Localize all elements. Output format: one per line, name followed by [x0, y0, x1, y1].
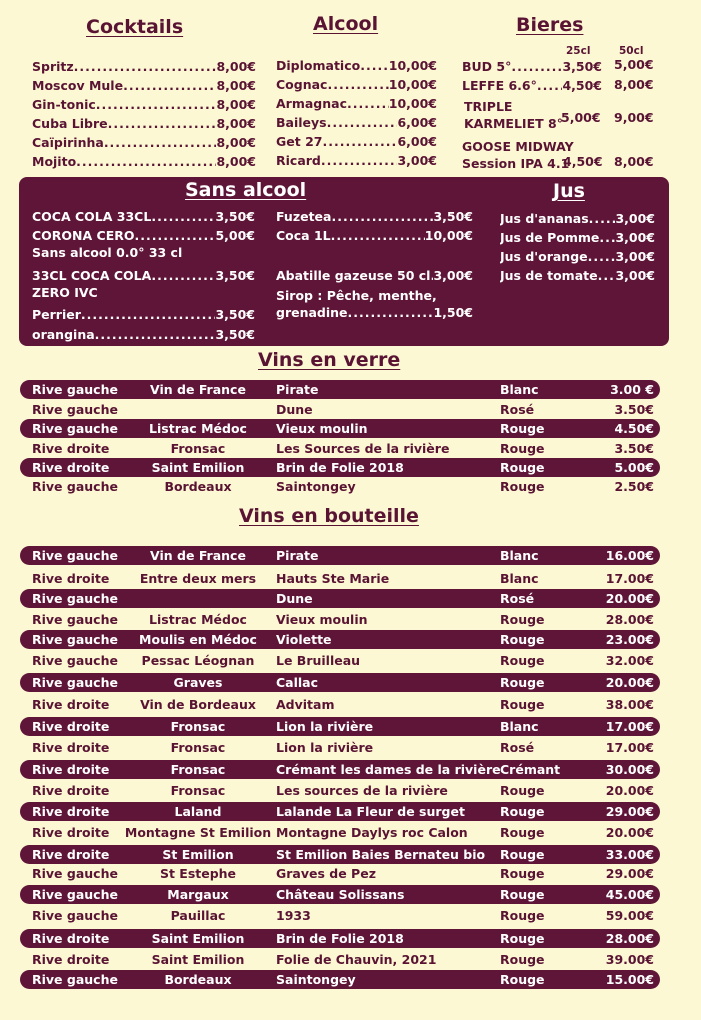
- vins-verre-title: Vins en verre: [258, 349, 401, 371]
- rive-cell: Rive gauche: [32, 382, 118, 397]
- appellation-cell: Saint Emilion: [151, 460, 245, 475]
- list-item: Spritz ..... 8,00€: [32, 59, 256, 74]
- wine-name-cell: St Emilion Baies Bernateu bio: [276, 847, 486, 862]
- rive-cell: Rive droite: [32, 762, 110, 777]
- wine-name-cell: Vieux moulin: [276, 421, 368, 436]
- wine-color-cell: Rouge: [500, 908, 545, 923]
- cocktails-list: [32, 59, 256, 169]
- bieres-price-large: 8,00€: [614, 154, 654, 169]
- list-item: Jus de Pomme ..... 3,00€: [500, 230, 655, 245]
- table-row: [20, 458, 660, 477]
- list-item: Ricard ..... 3,00€: [276, 153, 437, 168]
- bieres-size-large: 50cl: [619, 45, 644, 57]
- wine-color-cell: Blanc: [500, 382, 539, 397]
- wine-color-cell: Blanc: [500, 719, 539, 734]
- appellation-cell: Montagne St Emilion: [124, 825, 272, 840]
- wine-name-cell: Le Bruilleau: [276, 653, 361, 668]
- bieres-name-line2: KARMELIET 8°: [464, 116, 563, 131]
- appellation-cell: Fronsac: [170, 762, 226, 777]
- item-subtitle: ZERO IVC: [32, 285, 98, 300]
- table-row: [20, 781, 660, 800]
- appellation-cell: Bordeaux: [164, 479, 232, 494]
- wine-name-cell: Dune: [276, 402, 313, 417]
- appellation-cell: Vin de France: [150, 382, 246, 397]
- rive-cell: Rive gauche: [32, 887, 118, 902]
- wine-name-cell: Graves de Pez: [276, 866, 376, 881]
- price-cell: 17.00€: [605, 571, 654, 586]
- price-cell: 16.00€: [605, 548, 654, 563]
- appellation-cell: Moulis en Médoc: [139, 632, 257, 647]
- wine-color-cell: Rosé: [500, 591, 535, 606]
- wine-color-cell: Rouge: [500, 612, 545, 627]
- appellation-cell: Laland: [174, 804, 222, 819]
- table-row: [20, 760, 660, 779]
- list-item: Mojito ..... 8,00€: [32, 154, 256, 169]
- wine-name-cell: Pirate: [276, 382, 319, 397]
- table-row: [20, 823, 660, 842]
- price-cell: 38.00€: [605, 697, 654, 712]
- wine-name-cell: Lalande La Fleur de surget: [276, 804, 465, 819]
- bieres-name-line1: TRIPLE: [464, 99, 513, 114]
- wine-name-cell: Vieux moulin: [276, 612, 368, 627]
- table-row: [20, 906, 660, 925]
- rive-cell: Rive droite: [32, 952, 110, 967]
- rive-cell: Rive droite: [32, 783, 110, 798]
- wine-color-cell: Blanc: [500, 571, 539, 586]
- wine-name-cell: Hauts Ste Marie: [276, 571, 390, 586]
- list-item: Jus de tomate ..... 3,00€: [500, 268, 655, 283]
- price-cell: 2.50€: [614, 479, 654, 494]
- table-row: [20, 477, 660, 496]
- wine-color-cell: Rouge: [500, 441, 545, 456]
- table-row: [20, 419, 660, 438]
- price-cell: 39.00€: [605, 952, 654, 967]
- rive-cell: Rive droite: [32, 697, 110, 712]
- rive-cell: Rive gauche: [32, 653, 118, 668]
- wine-color-cell: Rouge: [500, 825, 545, 840]
- price-cell: 20.00€: [605, 783, 654, 798]
- rive-cell: Rive gauche: [32, 421, 118, 436]
- wine-name-cell: Brin de Folie 2018: [276, 460, 404, 475]
- wine-color-cell: Rouge: [500, 866, 545, 881]
- wine-name-cell: Crémant les dames de la rivière: [276, 762, 501, 777]
- list-item: LEFFE 6.6° ..... 4,50€: [462, 78, 602, 93]
- appellation-cell: Bordeaux: [164, 972, 232, 987]
- table-row: [20, 380, 660, 399]
- price-cell: 45.00€: [605, 887, 654, 902]
- appellation-cell: Entre deux mers: [139, 571, 257, 586]
- wine-name-cell: Saintongey: [276, 479, 356, 494]
- list-item: grenadine ..... 1,50€: [276, 305, 473, 320]
- list-item: CORONA CERO ..... 5,00€: [32, 228, 255, 243]
- appellation-cell: Saint Emilion: [151, 931, 245, 946]
- table-row: [20, 802, 660, 821]
- wine-name-cell: Folie de Chauvin, 2021: [276, 952, 437, 967]
- rive-cell: Rive droite: [32, 740, 110, 755]
- appellation-cell: Margaux: [167, 887, 229, 902]
- list-item: Caïpirinha ..... 8,00€: [32, 135, 256, 150]
- list-item: Baileys ..... 6,00€: [276, 115, 437, 130]
- list-item: Armagnac ..... 10,00€: [276, 96, 437, 111]
- list-item: Coca 1L ..... 10,00€: [276, 228, 473, 243]
- wine-color-cell: Rouge: [500, 847, 545, 862]
- table-row: [20, 717, 660, 736]
- table-row: [20, 695, 660, 714]
- item-subtitle: Sirop : Pêche, menthe,: [276, 288, 437, 303]
- price-cell: 3.50€: [614, 441, 654, 456]
- wine-color-cell: Rouge: [500, 675, 545, 690]
- wine-color-cell: Rouge: [500, 783, 545, 798]
- list-item: 33CL COCA COLA ..... 3,50€: [32, 268, 255, 283]
- rive-cell: Rive droite: [32, 825, 110, 840]
- wine-name-cell: Brin de Folie 2018: [276, 931, 404, 946]
- table-row: [20, 651, 660, 670]
- wine-name-cell: Lion la rivière: [276, 740, 374, 755]
- bieres-name-line2: Session IPA 4.1: [462, 156, 570, 171]
- list-item: Cuba Libre ..... 8,00€: [32, 116, 256, 131]
- table-row: [20, 950, 660, 969]
- table-row: [20, 400, 660, 419]
- price-cell: 28.00€: [605, 931, 654, 946]
- list-item: Jus d'orange ..... 3,00€: [500, 249, 655, 264]
- price-cell: 17.00€: [605, 719, 654, 734]
- appellation-cell: Fronsac: [170, 441, 226, 456]
- table-row: [20, 630, 660, 649]
- wine-color-cell: Rouge: [500, 952, 545, 967]
- cocktails-title: Cocktails: [86, 16, 184, 38]
- appellation-cell: Fronsac: [170, 783, 226, 798]
- list-item: Cognac ..... 10,00€: [276, 77, 437, 92]
- wine-color-cell: Rouge: [500, 804, 545, 819]
- bieres-title: Bieres: [516, 14, 584, 36]
- sans-alcool-panel: [19, 177, 669, 346]
- vins-bouteille-title: Vins en bouteille: [239, 505, 419, 527]
- wine-name-cell: Callac: [276, 675, 319, 690]
- jus-title: Jus: [553, 180, 585, 202]
- price-cell: 59.00€: [605, 908, 654, 923]
- wine-name-cell: 1933: [276, 908, 311, 923]
- bieres-price-large: 9,00€: [614, 110, 654, 125]
- table-row: [20, 569, 660, 588]
- rive-cell: Rive droite: [32, 804, 110, 819]
- bieres-price-small: 4,50€: [563, 154, 603, 169]
- alcool-list: [276, 58, 437, 168]
- rive-cell: Rive droite: [32, 460, 110, 475]
- list-item: Moscov Mule ..... 8,00€: [32, 78, 256, 93]
- wine-name-cell: Montagne Daylys roc Calon: [276, 825, 468, 840]
- wine-color-cell: Rouge: [500, 421, 545, 436]
- list-item: BUD 5° ..... 3,50€: [462, 59, 602, 74]
- list-item: Perrier ..... 3,50€: [32, 307, 255, 322]
- price-cell: 32.00€: [605, 653, 654, 668]
- appellation-cell: Listrac Médoc: [149, 421, 247, 436]
- wine-name-cell: Les sources de la rivière: [276, 783, 448, 798]
- table-row: [20, 589, 660, 608]
- price-cell: 5.00€: [614, 460, 654, 475]
- bieres-size-small: 25cl: [566, 45, 591, 57]
- rive-cell: Rive droite: [32, 847, 110, 862]
- appellation-cell: Vin de Bordeaux: [140, 697, 256, 712]
- table-row: [20, 439, 660, 458]
- appellation-cell: Pauillac: [170, 908, 226, 923]
- rive-cell: Rive droite: [32, 441, 110, 456]
- rive-cell: Rive gauche: [32, 908, 118, 923]
- list-item: Gin-tonic ..... 8,00€: [32, 97, 256, 112]
- rive-cell: Rive droite: [32, 719, 110, 734]
- price-cell: 3.00 €: [610, 382, 654, 397]
- appellation-cell: Vin de France: [150, 548, 246, 563]
- list-item: Get 27 ..... 6,00€: [276, 134, 437, 149]
- wine-color-cell: Rouge: [500, 931, 545, 946]
- rive-cell: Rive gauche: [32, 591, 118, 606]
- price-cell: 20.00€: [605, 825, 654, 840]
- appellation-cell: Fronsac: [170, 719, 226, 734]
- rive-cell: Rive gauche: [32, 612, 118, 627]
- price-cell: 3.50€: [614, 402, 654, 417]
- price-cell: 17.00€: [605, 740, 654, 755]
- list-item: COCA COLA 33CL ..... 3,50€: [32, 209, 255, 224]
- rive-cell: Rive droite: [32, 571, 110, 586]
- price-cell: 20.00€: [605, 675, 654, 690]
- list-item: Abatille gazeuse 50 cl ..... 3,00€: [276, 268, 473, 283]
- table-row: [20, 546, 660, 565]
- table-row: [20, 673, 660, 692]
- rive-cell: Rive gauche: [32, 972, 118, 987]
- wine-name-cell: Lion la rivière: [276, 719, 374, 734]
- price-cell: 23.00€: [605, 632, 654, 647]
- appellation-cell: St Emilion: [162, 847, 234, 862]
- table-row: [20, 864, 660, 883]
- bieres-name-line1: GOOSE MIDWAY: [462, 139, 574, 154]
- appellation-cell: Pessac Léognan: [141, 653, 255, 668]
- wine-name-cell: Saintongey: [276, 972, 356, 987]
- wine-color-cell: Rouge: [500, 460, 545, 475]
- wine-color-cell: Rouge: [500, 887, 545, 902]
- rive-cell: Rive droite: [32, 931, 110, 946]
- list-item: Jus d'ananas ..... 3,00€: [500, 211, 655, 226]
- wine-name-cell: Violette: [276, 632, 332, 647]
- rive-cell: Rive gauche: [32, 548, 118, 563]
- wine-color-cell: Rouge: [500, 653, 545, 668]
- wine-name-cell: Les Sources de la rivière: [276, 441, 450, 456]
- wine-color-cell: Blanc: [500, 548, 539, 563]
- price-cell: 15.00€: [605, 972, 654, 987]
- price-cell: 28.00€: [605, 612, 654, 627]
- appellation-cell: Fronsac: [170, 740, 226, 755]
- table-row: [20, 610, 660, 629]
- wine-color-cell: Crémant: [500, 762, 561, 777]
- sans-alcool-title: Sans alcool: [185, 179, 307, 201]
- table-row: [20, 970, 660, 989]
- price-cell: 30.00€: [605, 762, 654, 777]
- wine-color-cell: Rouge: [500, 479, 545, 494]
- appellation-cell: Listrac Médoc: [149, 612, 247, 627]
- list-item: Fuzetea ..... 3,50€: [276, 209, 473, 224]
- table-row: [20, 929, 660, 948]
- wine-color-cell: Rosé: [500, 402, 535, 417]
- price-cell: 4.50€: [614, 421, 654, 436]
- appellation-cell: Saint Emilion: [151, 952, 245, 967]
- price-cell: 20.00€: [605, 591, 654, 606]
- rive-cell: Rive gauche: [32, 479, 118, 494]
- list-item: Diplomatico ..... 10,00€: [276, 58, 437, 73]
- alcool-title: Alcool: [313, 13, 379, 35]
- wine-color-cell: Rouge: [500, 632, 545, 647]
- appellation-cell: Graves: [173, 675, 223, 690]
- table-row: [20, 845, 660, 864]
- table-row: [20, 885, 660, 904]
- wine-name-cell: Château Solissans: [276, 887, 405, 902]
- appellation-cell: St Estephe: [159, 866, 237, 881]
- rive-cell: Rive gauche: [32, 866, 118, 881]
- rive-cell: Rive gauche: [32, 675, 118, 690]
- wine-name-cell: Advitam: [276, 697, 335, 712]
- wine-name-cell: Dune: [276, 591, 313, 606]
- rive-cell: Rive gauche: [32, 632, 118, 647]
- list-item: orangina ..... 3,50€: [32, 327, 255, 342]
- wine-color-cell: Rosé: [500, 740, 535, 755]
- price-cell: 33.00€: [605, 847, 654, 862]
- table-row: [20, 738, 660, 757]
- wine-color-cell: Rouge: [500, 972, 545, 987]
- wine-color-cell: Rouge: [500, 697, 545, 712]
- rive-cell: Rive gauche: [32, 402, 118, 417]
- bieres-price-large: 8,00€: [614, 77, 654, 92]
- price-cell: 29.00€: [605, 866, 654, 881]
- wine-name-cell: Pirate: [276, 548, 319, 563]
- bieres-price-large: 5,00€: [614, 57, 654, 72]
- item-subtitle: Sans alcool 0.0° 33 cl: [32, 245, 183, 260]
- price-cell: 29.00€: [605, 804, 654, 819]
- bieres-price-small: 5,00€: [561, 110, 601, 125]
